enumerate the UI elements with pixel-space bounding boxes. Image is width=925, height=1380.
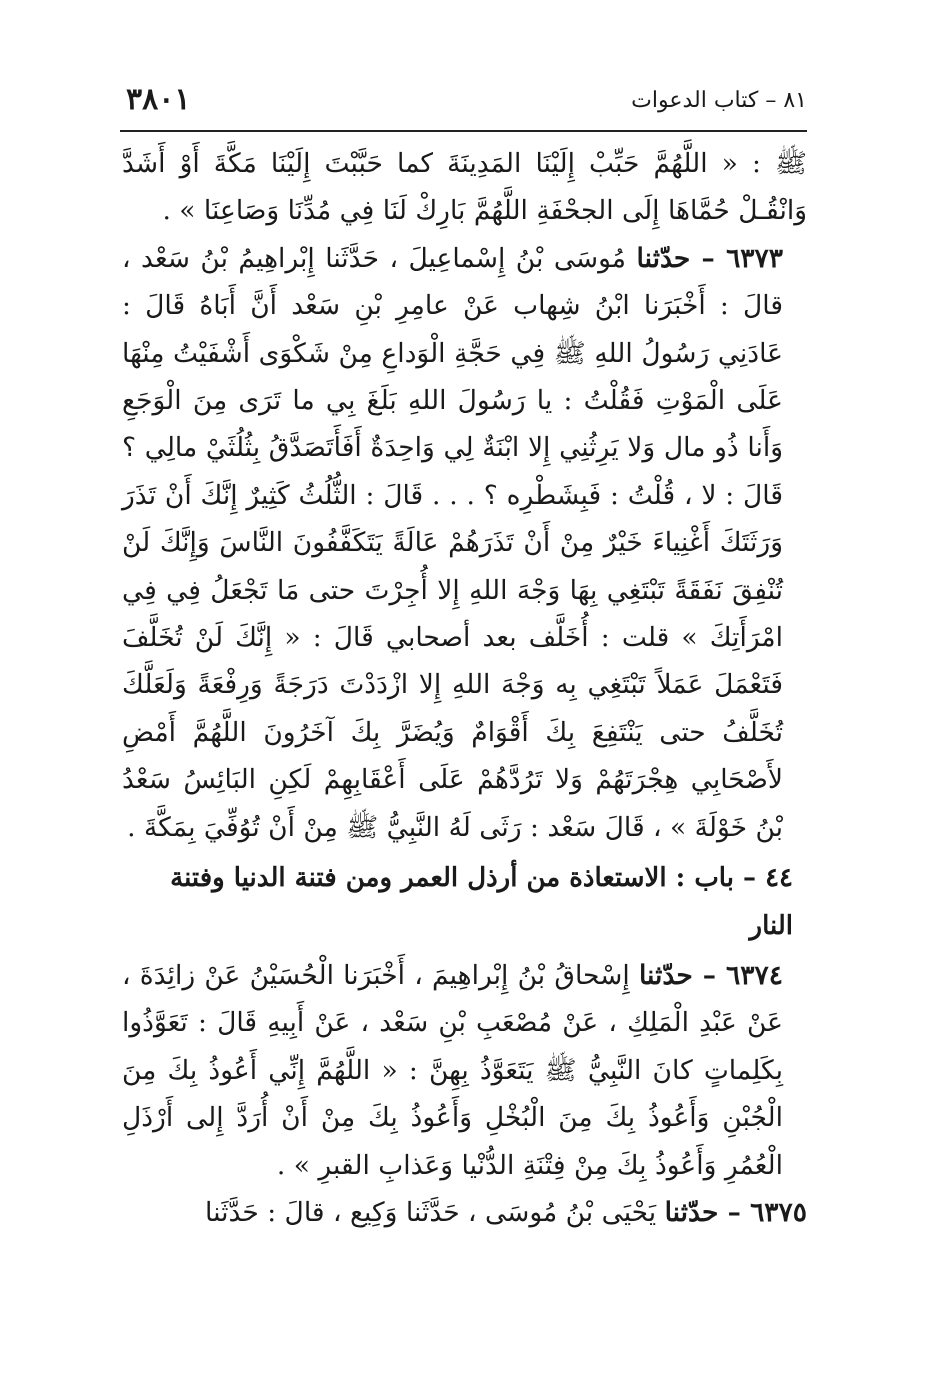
running-head: ٨١ – كتاب الدعوات [631, 88, 807, 113]
hadith-6374 [122, 952, 807, 1189]
page-header [120, 82, 807, 130]
header-rule [120, 130, 807, 132]
page-body [122, 140, 807, 1236]
hadith-number: ٦٣٧٥ – حدّثنا [664, 1196, 807, 1228]
hadith-text: مُوسَى بْنُ إِسْماعِيلَ ، حَدَّثَنا إِبْراهِيمُ بْنُ سَعْد ، قالَ : أَخْبَرَنا ابْنُ شِهاب عَنْ عامِرِ بْنِ سَعْد أَنَّ أَبَاهُ قَالَ : عَادَنِي رَسُولُ اللهِ ﷺ فِي حَجَّةِ الْوَداعِ مِنْ شَكْوَى أَشْفَيْتُ مِنْهَا عَلَى الْمَوْتِ فَقُلْتُ : يا رَسُولَ اللهِ بَلَغَ بِي ما تَرَى مِنَ الْوَجَعِ وَأَنا ذُو مال وَلا يَرِثُنِي إِلا ابْنَةٌ لِي وَاحِدَةٌ أَفَأَتَصَدَّقُ بِثُلُثَيْ مالِي ؟ قَالَ : لا ، قُلْتُ : فَبِشَطْرِه ؟ . . . قَالَ : الثُّلُثُ كَثِيرٌ إِنَّكَ أَنْ تَذَرَ وَرَثَتَكَ أَغْنِياءَ خَيْرٌ مِنْ أَنْ تَذَرَهُمْ عَالَةً يَتَكَفَّفُونَ النَّاسَ وَإِنَّكَ لَنْ تُنْفِقَ نَفَقَةً تَبْتَغِي بِهَا وَجْهَ اللهِ إِلا أُجِرْتَ حتى مَا تَجْعَلُ فِي فِي امْرَأَتِكَ » قلت : أُخَلَّف بعد أصحابي قَالَ : « إِنَّكَ لَنْ تُخَلَّفَ فَتَعْمَلَ عَمَلاً تَبْتَغِي بِه وَجْهَ اللهِ إِلا ازْدَدْتَ دَرَجَةً وَرِفْعَةً وَلَعَلَّكَ تُخَلَّفُ حتى يَنْتَفِعَ بِكَ أَقْوَامٌ وَيُضَرَّ بِكَ آخَرُونَ اللَّهُمَّ أَمْضِ لأَصْحَابِي هِجْرَتَهُمْ وَلا تَرُدَّهُمْ عَلَى أَعْقَابِهِمْ لَكِنِ البَائِسُ سَعْدُ بْنُ خَوْلَةَ » ، قَالَ سَعْد : رَثَى لَهُ النَّبِيُّ ﷺ مِنْ أَنْ تُوُفِّيَ بِمَكَّةَ . [122, 242, 783, 843]
hadith-6373 [122, 235, 807, 851]
hadith-6375 [122, 1189, 807, 1236]
page-number: ٣٨٠١ [126, 82, 191, 117]
paragraph-continuation: ﷺ : « اللَّهُمَّ حَبِّبْ إِلَيْنَا المَدِينَةَ كما حَبَّبْتَ إِلَيْنَا مَكَّةَ أَوْ أَشَدَّ وَانْقُـلْ حُمَّاهَا إِلَى الجحْفَةِ اللَّهُمَّ بَارِكْ لَنَا فِي مُدِّنَا وَصَاعِنَا » . [122, 148, 807, 227]
hadith-text: إِسْحاقُ بْنُ إِبْراهِيمَ ، أَخْبَرَنا الْحُسَيْنُ عَنْ زائِدَةَ ، عَنْ عَبْدِ الْمَلِكِ ، عَنْ مُصْعَبِ بْنِ سَعْد ، عَنْ أَبِيهِ قَالَ : تَعَوَّذُوا بِكَلِماتٍ كانَ النَّبِيُّ ﷺ يَتَعَوَّذُ بِهِنَّ : « اللَّهُمَّ إِنِّي أَعُوذُ بِكَ مِنَ الْجُبْنِ وَأَعُوذُ بِكَ مِنَ الْبُخْلِ وَأَعُوذُ بِكَ مِنْ أَنْ أُرَدَّ إِلى أَرْذَلِ الْعُمُرِ وَأَعُوذُ بِكَ مِنْ فِتْنَةِ الدُّنْيا وَعَذابِ القبرِ » . [122, 959, 783, 1181]
hadith-number: ٦٣٧٣ – حدّثنا [636, 242, 783, 274]
hadith-text: يَحْيَى بْنُ مُوسَى ، حَدَّثَنا وَكِيع ، قالَ : حَدَّثَنا [205, 1196, 657, 1228]
chapter-title: ٤٤ – باب : الاستعاذة من أرذل العمر ومن فتنة الدنيا وفتنة النار [170, 863, 793, 941]
hadith-number: ٦٣٧٤ – حدّثنا [638, 959, 783, 991]
